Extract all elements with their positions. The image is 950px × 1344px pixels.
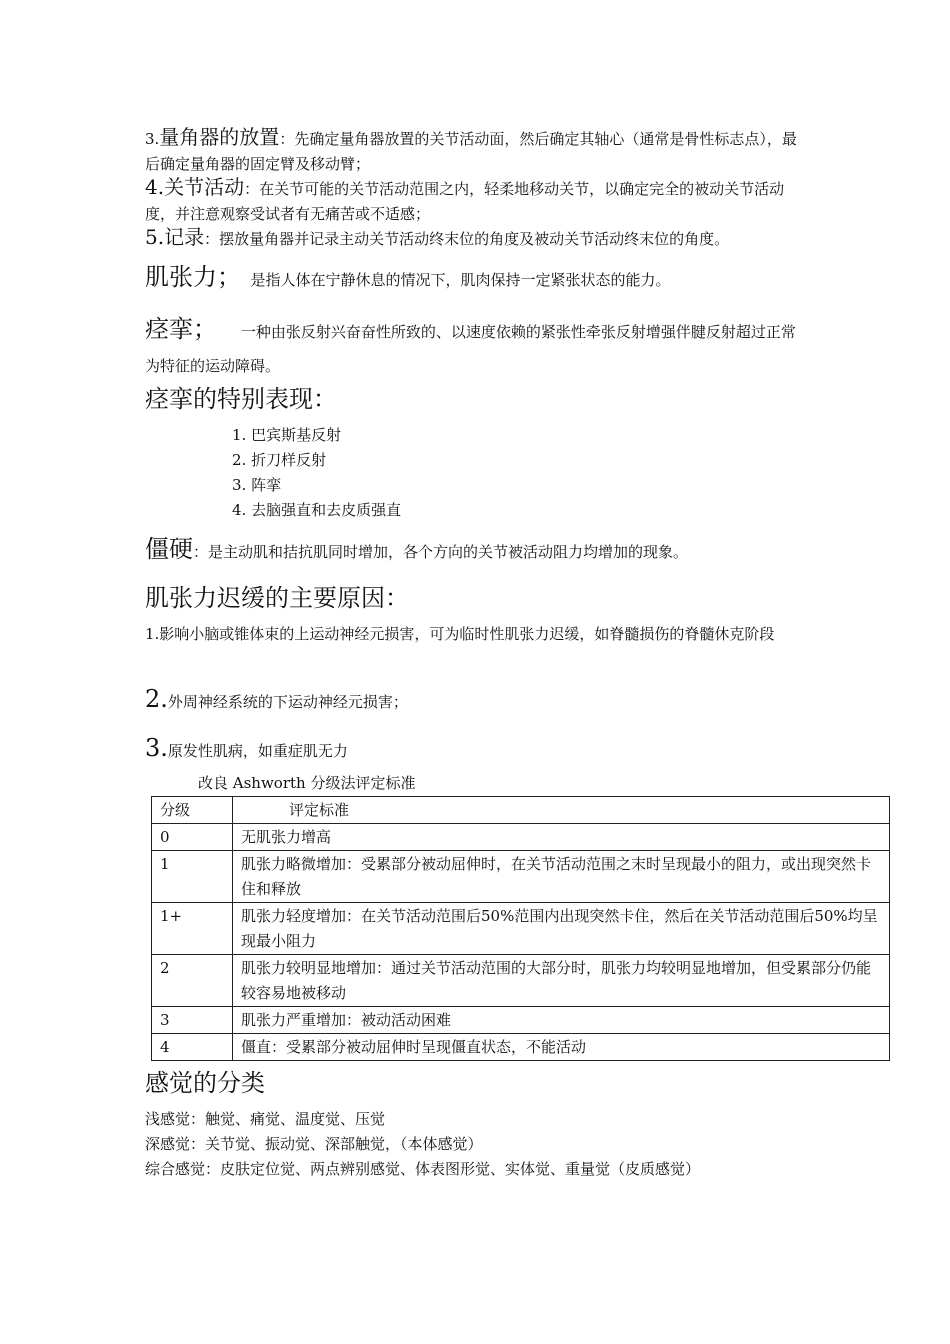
spasm-text: 一种由张反射兴奋奋性所致的、以速度依赖的紧张性牵张反射增强伴腱反射超过正常为特征的运动障碍。 bbox=[145, 323, 796, 375]
criteria-cell: 肌张力较明显地增加：通过关节活动范围的大部分时，肌张力均较明显地增加，但受累部分仍能较容易地被移动 bbox=[233, 955, 890, 1007]
sensation-line: 综合感觉：皮肤定位觉、两点辨别感觉、体表图形觉、实体觉、重量觉（皮质感觉） bbox=[145, 1160, 701, 1178]
table-header-row bbox=[152, 797, 890, 824]
grade-cell: 4 bbox=[152, 1034, 233, 1061]
header-cell-grade: 分级 bbox=[152, 797, 233, 824]
criteria-cell: 无肌张力增高 bbox=[233, 824, 890, 851]
rigid-paragraph bbox=[145, 532, 810, 569]
table-row bbox=[152, 903, 890, 955]
table-row bbox=[152, 1034, 890, 1061]
slack-item-3-number: 3. bbox=[145, 734, 168, 762]
tone-paragraph bbox=[145, 262, 810, 295]
measure-number: 3. bbox=[145, 130, 160, 148]
grade-cell: 3 bbox=[152, 1007, 233, 1034]
sensation-line: 浅感觉：触觉、痛觉、温度觉、压觉 bbox=[145, 1110, 386, 1128]
spasm-title: 痉挛； bbox=[145, 315, 217, 343]
list-item: 3. 阵挛 bbox=[232, 476, 282, 494]
sensation-heading: 感觉的分类 bbox=[145, 1069, 265, 1097]
list-item: 1. 巴宾斯基反射 bbox=[232, 426, 342, 444]
slack-item-3-text: 原发性肌病，如重症肌无力 bbox=[167, 742, 348, 760]
grade-cell: 1+ bbox=[152, 903, 233, 955]
grade-cell: 0 bbox=[152, 824, 233, 851]
slack-item-3 bbox=[145, 733, 810, 766]
ashworth-table bbox=[151, 796, 890, 1061]
joint-paragraph bbox=[145, 175, 810, 227]
table-row bbox=[152, 955, 890, 1007]
rigid-title: 僵硬 bbox=[145, 535, 193, 563]
measure-text: ：先确定量角器放置的关节活动面，然后确定其轴心（通常是骨性标志点），最后确定量角器的固定臂及移动臂； bbox=[145, 130, 797, 173]
record-text: ：摆放量角器并记录主动关节活动终末位的角度及被动关节活动终末位的角度。 bbox=[204, 230, 730, 248]
measure-title: 量角器的放置 bbox=[159, 125, 280, 149]
record-title: 5.记录 bbox=[145, 225, 205, 249]
slack-heading: 肌张力迟缓的主要原因： bbox=[145, 584, 409, 612]
grade-cell: 2 bbox=[152, 955, 233, 1007]
slack-item-2-number: 2. bbox=[145, 685, 168, 713]
table-row bbox=[152, 1007, 890, 1034]
spasm-signs-heading: 痉挛的特别表现： bbox=[145, 385, 337, 413]
rigid-text: ：是主动肌和拮抗肌同时增加，各个方向的关节被活动阻力均增加的现象。 bbox=[193, 543, 689, 561]
grade-cell: 1 bbox=[152, 851, 233, 903]
slack-item-2 bbox=[145, 684, 810, 717]
joint-title: 4.关节活动 bbox=[145, 175, 245, 199]
header-cell-criteria: 评定标准 bbox=[233, 797, 890, 824]
tone-text: 是指人体在宁静休息的情况下，肌肉保持一定紧张状态的能力。 bbox=[250, 271, 671, 289]
tone-title: 肌张力； bbox=[145, 263, 241, 291]
slack-item-2-text: 外周神经系统的下运动神经元损害； bbox=[167, 693, 408, 711]
criteria-cell: 肌张力严重增加：被动活动困难 bbox=[233, 1007, 890, 1034]
joint-text: ：在关节可能的关节活动范围之内，轻柔地移动关节，以确定完全的被动关节活动度，并注意观察受试者有无痛苦或不适感； bbox=[145, 180, 785, 223]
table-caption: 改良 Ashworth 分级法评定标准 bbox=[198, 774, 416, 792]
criteria-cell: 肌张力轻度增加：在关节活动范围后50%范围内出现突然卡住，然后在关节活动范围后50%均呈现最小阻力 bbox=[233, 903, 890, 955]
criteria-cell: 肌张力略微增加：受累部分被动屈伸时，在关节活动范围之末时呈现最小的阻力，或出现突然卡住和释放 bbox=[233, 851, 890, 903]
sensation-line: 深感觉：关节觉、振动觉、深部触觉，（本体感觉） bbox=[145, 1135, 483, 1153]
criteria-cell: 僵直：受累部分被动屈伸时呈现僵直状态，不能活动 bbox=[233, 1034, 890, 1061]
record-paragraph bbox=[145, 225, 810, 252]
table-row bbox=[152, 851, 890, 903]
measure-paragraph bbox=[145, 125, 810, 177]
spasm-paragraph bbox=[145, 312, 810, 383]
list-item: 4. 去脑强直和去皮质强直 bbox=[232, 501, 402, 519]
table-row bbox=[152, 824, 890, 851]
list-item: 2. 折刀样反射 bbox=[232, 451, 327, 469]
slack-item-1: 1.影响小脑或锥体束的上运动神经元损害，可为临时性肌张力迟缓，如脊髓损伤的脊髓休克阶段 bbox=[145, 625, 775, 643]
